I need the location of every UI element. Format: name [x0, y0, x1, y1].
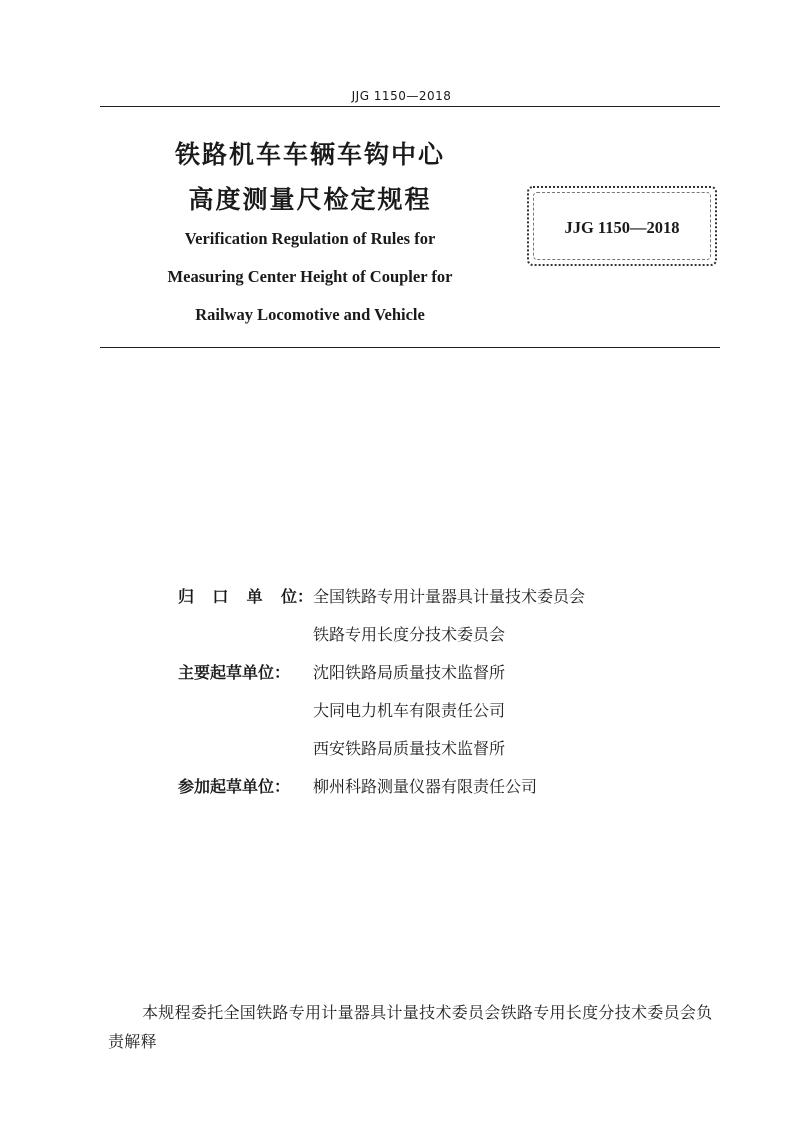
unit-row [178, 698, 585, 736]
unit-row [178, 660, 585, 698]
main-drafting-unit-2: 大同电力机车有限责任公司 [313, 701, 506, 720]
participating-unit-1: 柳州科路测量仪器有限责任公司 [313, 777, 538, 796]
label-char: 位： [280, 587, 313, 606]
participating-label: 参加起草单位： [178, 777, 291, 796]
interpretation-note: 本规程委托全国铁路专用计量器具计量技术委员会铁路专用长度分技术委员会负责解释 [108, 1003, 713, 1051]
title-chinese-line-2: 高度测量尺检定规程 [188, 185, 432, 214]
drafting-units [178, 584, 585, 812]
title-english-line-2: Measuring Center Height of Coupler for [167, 267, 453, 286]
title-english-line-1: Verification Regulation of Rules for [184, 229, 436, 248]
label-char: 口 [212, 587, 229, 606]
responsible-unit-label [178, 584, 313, 607]
unit-row [178, 584, 585, 622]
unit-row [178, 622, 585, 660]
main-drafting-label: 主要起草单位： [178, 663, 291, 682]
title-divider [100, 347, 720, 348]
unit-row [178, 774, 585, 812]
main-drafting-unit-1: 沈阳铁路局质量技术监督所 [313, 663, 506, 682]
header-divider [100, 106, 720, 107]
responsible-unit-2: 铁路专用长度分技术委员会 [313, 625, 506, 644]
label-char: 单 [246, 587, 263, 606]
unit-row [178, 736, 585, 774]
standard-code: JJG 1150—2018 [564, 218, 680, 237]
header-code: JJG 1150—2018 [351, 89, 452, 103]
responsible-unit-1: 全国铁路专用计量器具计量技术委员会 [313, 587, 586, 606]
standard-code-box [527, 186, 717, 266]
title-english-line-3: Railway Locomotive and Vehicle [195, 305, 425, 324]
title-chinese-line-1: 铁路机车车辆车钩中心 [174, 140, 445, 169]
label-char: 归 [178, 587, 195, 606]
main-drafting-unit-3: 西安铁路局质量技术监督所 [313, 739, 506, 758]
